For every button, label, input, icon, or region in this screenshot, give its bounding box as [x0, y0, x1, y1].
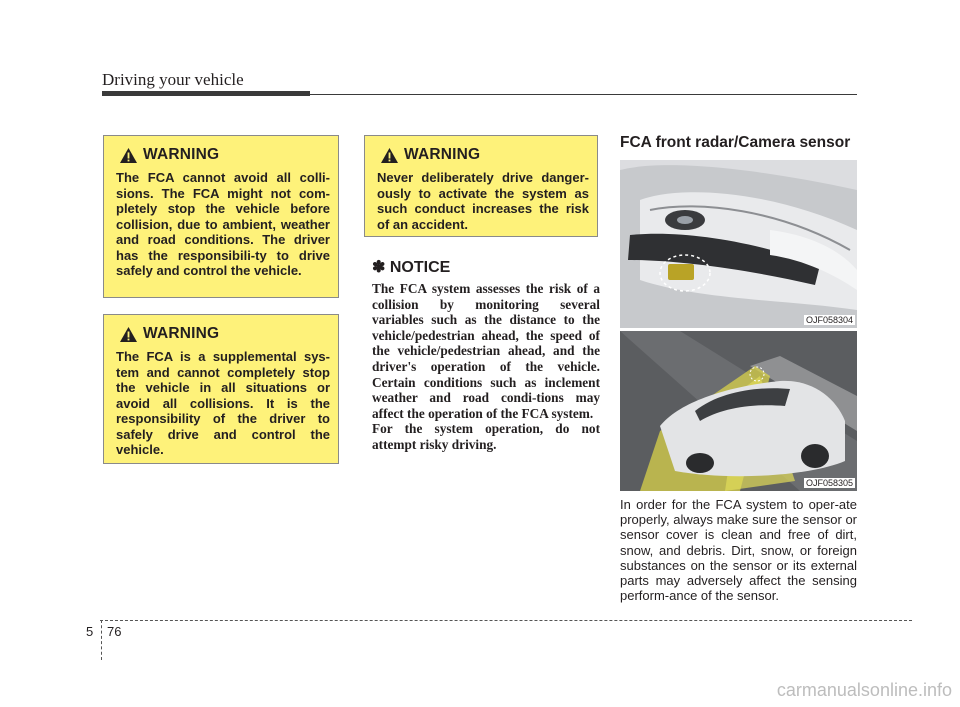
- image-code: OJF058305: [805, 478, 853, 488]
- watermark: carmanualsonline.info: [776, 680, 952, 700]
- warning-box-fca-limits: [103, 135, 339, 298]
- section-body-text: In order for the FCA system to oper-ate properly, always make sure the sensor or sensor cover is clean and free of dirt, snow, and debris. Dirt, snow, or foreign substances on the sensor or its external parts may adversely affect the sensing perform-ance of the sensor.: [620, 497, 857, 604]
- warning-box-fca-supplemental: [103, 314, 339, 464]
- header-rule-thin: [102, 94, 857, 95]
- image-code: OJF058304: [805, 315, 853, 325]
- notice-text: [372, 281, 600, 453]
- warning-text: The FCA is a supplemental sys-tem and cannot completely stop the vehicle in all situations or avoid all collisions. It is the responsibility of the driver to safely drive and control the vehicle.: [116, 349, 330, 457]
- warning-title: WARNING: [143, 146, 220, 163]
- warning-triangle-icon: [120, 327, 137, 342]
- warning-triangle-icon: [120, 148, 137, 163]
- warning-text: The FCA cannot avoid all colli-sions. The FCA might not com-pletely stop the vehicle before collision, due to ambient, weather and road conditions. The driver has the responsibili-ty to drive safely and control the vehicle.: [116, 170, 330, 278]
- notice-paragraph-2: For the system operation, do not attempt risky driving.: [372, 421, 600, 452]
- warning-triangle-icon: [381, 148, 398, 163]
- front-sensor-photo: [620, 160, 857, 328]
- section-title: FCA front radar/Camera sensor: [620, 134, 851, 151]
- warning-title: WARNING: [404, 146, 481, 163]
- footer-dashed-rule: [100, 620, 912, 621]
- notice-paragraph: The FCA system assesses the risk of a collision by monitoring several variables such as the distance to the vehicle/pedestrian ahead, the speed of the vehicle/pedestrian ahead, and the driver's operation of the vehicle. Certain conditions such as inclement weather and road condi-tions may affect the operation of the FCA system.: [372, 281, 600, 421]
- car-front-illustration: [620, 160, 857, 328]
- warning-box-risky-driving: [364, 135, 598, 237]
- page-header-title: Driving your vehicle: [102, 70, 244, 89]
- notice-heading: ✽ NOTICE: [372, 259, 451, 276]
- car-radar-illustration: [620, 331, 857, 491]
- warning-text: Never deliberately drive danger-ously to activate the system as such conduct increases the risk of an accident.: [377, 170, 589, 232]
- page-number: 76: [107, 624, 122, 639]
- footer-dashed-divider: [101, 620, 102, 660]
- radar-coverage-photo: [620, 331, 857, 491]
- chapter-number: 5: [86, 624, 94, 639]
- warning-title: WARNING: [143, 325, 220, 342]
